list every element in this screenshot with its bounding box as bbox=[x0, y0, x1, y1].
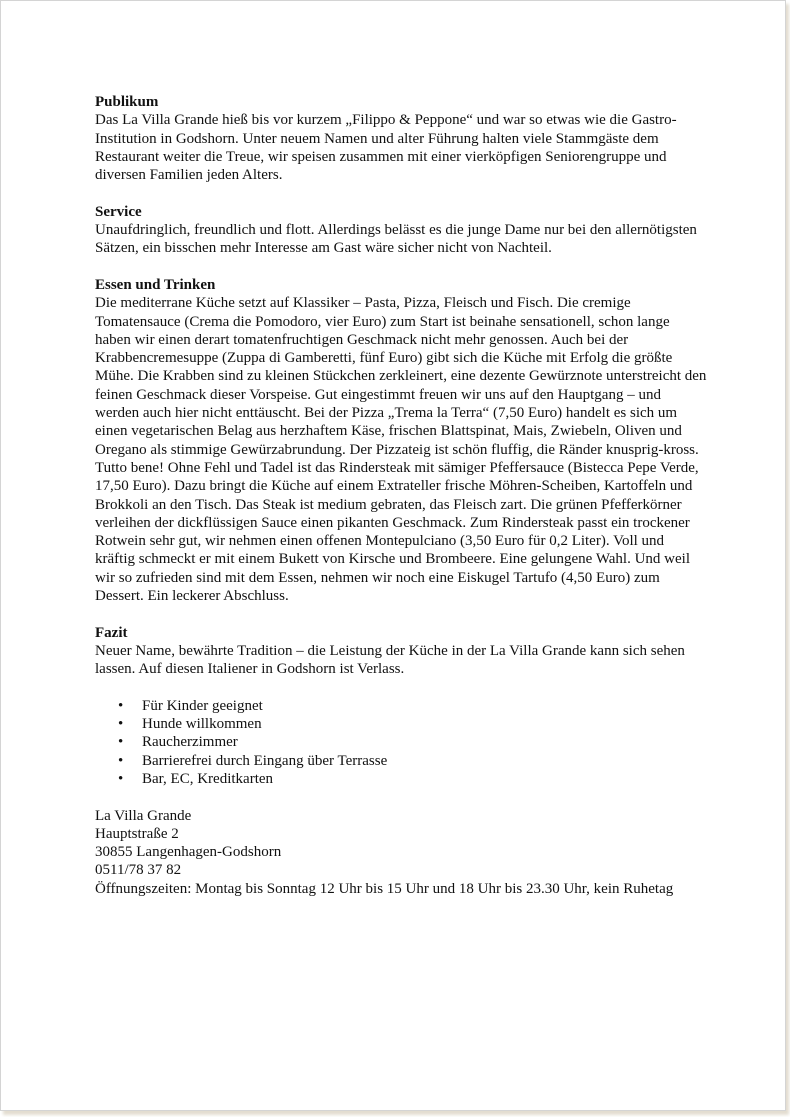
section-fazit bbox=[95, 624, 707, 679]
restaurant-address bbox=[95, 807, 707, 898]
restaurant-street: Hauptstraße 2 bbox=[95, 825, 179, 842]
document-content bbox=[95, 93, 707, 898]
section-title: Publikum bbox=[95, 94, 159, 110]
section-service bbox=[95, 203, 707, 258]
section-body: Das La Villa Grande hieß bis vor kurzem „Filippo & Peppone“ und war so etwas wie die Gastro-Institution in Godshorn. Unter neuem Namen und alter Führung halten viele Stammgäste dem Restaurant weiter die Treue, wir speisen zusammen mit einer vierköpfigen Seniorengruppe und diversen Familien jeden Alters. bbox=[95, 112, 677, 184]
list-item: • Für Kinder geeignet bbox=[142, 697, 707, 715]
section-body: Unaufdringlich, freundlich und flott. Allerdings belässt es die junge Dame nur bei den allernötigsten Sätzen, ein bisschen mehr Interesse am Gast wäre sicher nicht von Nachteil. bbox=[95, 222, 697, 257]
list-item: • Bar, EC, Kreditkarten bbox=[142, 770, 707, 788]
restaurant-name: La Villa Grande bbox=[95, 807, 192, 824]
section-title: Fazit bbox=[95, 624, 128, 641]
section-title: Service bbox=[95, 203, 142, 220]
list-item: • Hunde willkommen bbox=[142, 715, 707, 733]
restaurant-city: 30855 Langenhagen-Godshorn bbox=[95, 844, 282, 861]
section-essen-und-trinken bbox=[95, 276, 707, 605]
section-body: Neuer Name, bewährte Tradition – die Leistung der Küche in der La Villa Grande kann sich sehen lassen. Auf diesen Italiener in Godshorn ist Verlass. bbox=[95, 642, 685, 678]
feature-list bbox=[95, 697, 707, 788]
section-publikum bbox=[95, 93, 707, 184]
list-item: • Raucherzimmer bbox=[142, 733, 707, 751]
section-body: Die mediterrane Küche setzt auf Klassiker – Pasta, Pizza, Fleisch und Fisch. Die cremige Tomatensauce (Crema die Pomodoro, vier Euro) zum Start ist beinahe sensationell, schon lange haben wir einen derart tomatenfruchtigen Geschmack nicht mehr genossen. Auch bei der Krabbencremesuppe (Zuppa di Gamberetti, fünf Euro) gibt sich die Küche mit Erfolg die größte Mühe. Die Krabben sind zu kleinen Stückchen zerkleinert, eine dezente Gewürznote unterstreicht den feinen Geschmack dieser Vorspeise. Gut eingestimmt freuen wir uns auf den Hauptgang – und werden auch hier nicht enttäuscht. Bei der Pizza „Trema la Terra“ (7,50 Euro) handelt es sich um einen vegetarischen Belag aus herzhaftem Käse, frischen Blattspinat, Mais, Zwiebeln, Oliven und Oregano als stimmige Gewürzabrundung. Der Pizzateig ist schön fluffig, die Ränder knusprig-kross. Tutto bene! Ohne Fehl und Tadel ist das Rindersteak mit sämiger Pfeffersauce (Bistecca Pepe Verde, 17,50 Euro). Dazu bringt die Küche auf einem Extrateller frische Möhren-Scheiben, Kartoffeln und Brokkoli an den Tisch. Das Steak ist medium gebraten, das Fleisch zart. Die grünen Pfefferkörner verleihen der dickflüssigen Sauce einen pikanten Geschmack. Zum Rindersteak passt ein trockener Rotwein sehr gut, wir nehmen einen offenen Montepulciano (3,50 Euro für 0,2 Liter). Voll und kräftig schmeckt er mit einem Bukett von Kirsche und Brombeere. Eine gelungene Wahl. Und weil wir so zufrieden sind mit dem Essen, nehmen wir noch eine Eiskugel Tartufo (4,50 Euro) zum Dessert. Ein leckerer Abschluss. bbox=[95, 295, 707, 605]
opening-hours: Öffnungszeiten: Montag bis Sonntag 12 Uhr bis 15 Uhr und 18 Uhr bis 23.30 Uhr, kein Ruhetag bbox=[95, 880, 674, 897]
section-title: Essen und Trinken bbox=[95, 276, 216, 293]
restaurant-phone: 0511/78 37 82 bbox=[95, 862, 182, 879]
list-item: • Barrierefrei durch Eingang über Terrasse bbox=[142, 752, 707, 770]
